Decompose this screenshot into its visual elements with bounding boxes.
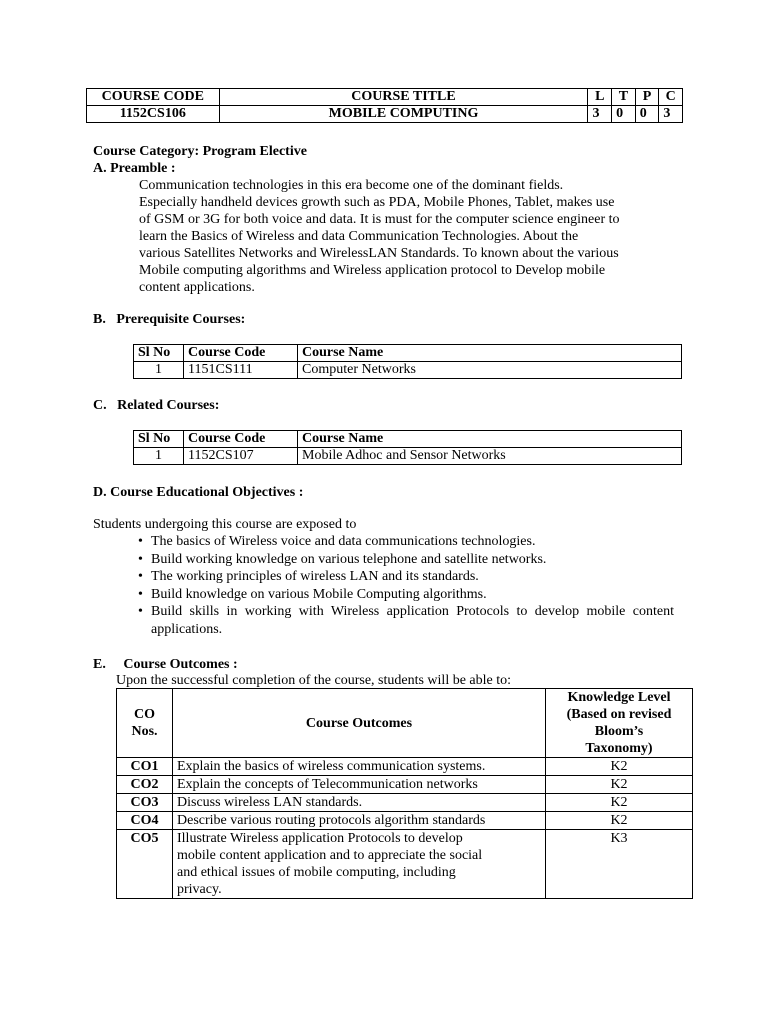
objectives-list: [138, 533, 674, 639]
p-label: P: [635, 89, 659, 106]
c-value: 3: [659, 106, 683, 123]
course-title-label: COURSE TITLE: [219, 89, 588, 106]
co-level: K3: [546, 830, 693, 899]
course-header-table: [86, 88, 683, 123]
outcomes-heading: E. Course Outcomes :: [93, 657, 238, 672]
table-row: [117, 794, 693, 812]
course-outcomes-table: [116, 688, 693, 899]
co-number: CO5: [117, 830, 173, 899]
c-label: C: [659, 89, 683, 106]
course-header-label-row: [87, 89, 683, 106]
list-item: • Build skills in working with Wireless application Protocols to develop mobile content applications.: [138, 603, 674, 638]
p-value: 0: [635, 106, 659, 123]
course-code: 1152CS106: [87, 106, 220, 123]
co-level: K2: [546, 812, 693, 830]
co-text: Describe various routing protocols algorithm standards: [173, 812, 546, 830]
preamble-line: Mobile computing algorithms and Wireless application protocol to Develop mobile: [139, 263, 606, 278]
related-table: [133, 430, 682, 465]
course-title: MOBILE COMPUTING: [219, 106, 588, 123]
course-code-label: COURSE CODE: [87, 89, 220, 106]
list-item: • The working principles of wireless LAN and its standards.: [138, 568, 674, 586]
table-row: [134, 362, 682, 379]
t-value: 0: [612, 106, 636, 123]
table-header-row: [134, 345, 682, 362]
prerequisite-heading: B. Prerequisite Courses:: [93, 312, 246, 327]
list-item: • Build knowledge on various Mobile Computing algorithms.: [138, 586, 674, 604]
table-row: [134, 448, 682, 465]
table-header-row: [134, 431, 682, 448]
co-level: K2: [546, 776, 693, 794]
course-name-header: Course Name: [298, 345, 682, 362]
preamble-line: Communication technologies in this era become one of the dominant fields.: [139, 178, 564, 193]
co-number: CO3: [117, 794, 173, 812]
course-code-cell: 1151CS111: [184, 362, 298, 379]
objectives-intro: Students undergoing this course are exposed to: [93, 517, 357, 532]
preamble-line: content applications.: [139, 280, 255, 295]
table-row: [117, 812, 693, 830]
table-row: [117, 830, 693, 899]
course-code-cell: 1152CS107: [184, 448, 298, 465]
sl-no-cell: 1: [134, 362, 184, 379]
co-text: Explain the basics of wireless communication systems.: [173, 758, 546, 776]
table-row: [117, 758, 693, 776]
t-label: T: [612, 89, 636, 106]
preamble-text: [139, 177, 679, 296]
co-text: Discuss wireless LAN standards.: [173, 794, 546, 812]
co-level: K2: [546, 794, 693, 812]
co-level: K2: [546, 758, 693, 776]
course-category: Course Category: Program Elective: [93, 144, 307, 159]
outcomes-intro: Upon the successful completion of the course, students will be able to:: [116, 673, 512, 688]
list-item: • Build working knowledge on various telephone and satellite networks.: [138, 551, 674, 569]
co-text: Illustrate Wireless application Protocols to develop mobile content application and to appreciate the social and ethical issues of mobile computing, including privacy.: [173, 830, 546, 899]
co-number: CO1: [117, 758, 173, 776]
preamble-line: various Satellites Networks and WirelessLAN Standards. To known about the various: [139, 246, 619, 261]
related-heading: C. Related Courses:: [93, 398, 220, 413]
l-value: 3: [588, 106, 612, 123]
preamble-line: of GSM or 3G for both voice and data. It is must for the computer science engineer to: [139, 212, 620, 227]
table-header-row: [117, 689, 693, 758]
list-item: • The basics of Wireless voice and data communications technologies.: [138, 533, 674, 551]
course-name-header: Course Name: [298, 431, 682, 448]
course-code-header: Course Code: [184, 345, 298, 362]
course-name-cell: Mobile Adhoc and Sensor Networks: [298, 448, 682, 465]
knowledge-level-header: Knowledge Level (Based on revised Bloom’s Taxonomy): [546, 689, 693, 758]
sl-no-header: Sl No: [134, 431, 184, 448]
course-code-header: Course Code: [184, 431, 298, 448]
sl-no-cell: 1: [134, 448, 184, 465]
preamble-line: learn the Basics of Wireless and data Communication Technologies. About the: [139, 229, 579, 244]
co-text: Explain the concepts of Telecommunication networks: [173, 776, 546, 794]
preamble-line: Especially handheld devices growth such as PDA, Mobile Phones, Tablet, makes use: [139, 195, 615, 210]
co-number: CO2: [117, 776, 173, 794]
prerequisite-table: [133, 344, 682, 379]
course-name-cell: Computer Networks: [298, 362, 682, 379]
l-label: L: [588, 89, 612, 106]
co-nos-header: CO Nos.: [117, 689, 173, 758]
course-header-value-row: [87, 106, 683, 123]
table-row: [117, 776, 693, 794]
preamble-heading: A. Preamble :: [93, 161, 176, 176]
sl-no-header: Sl No: [134, 345, 184, 362]
objectives-heading: D. Course Educational Objectives :: [93, 485, 304, 500]
co-number: CO4: [117, 812, 173, 830]
course-outcomes-header: Course Outcomes: [173, 689, 546, 758]
